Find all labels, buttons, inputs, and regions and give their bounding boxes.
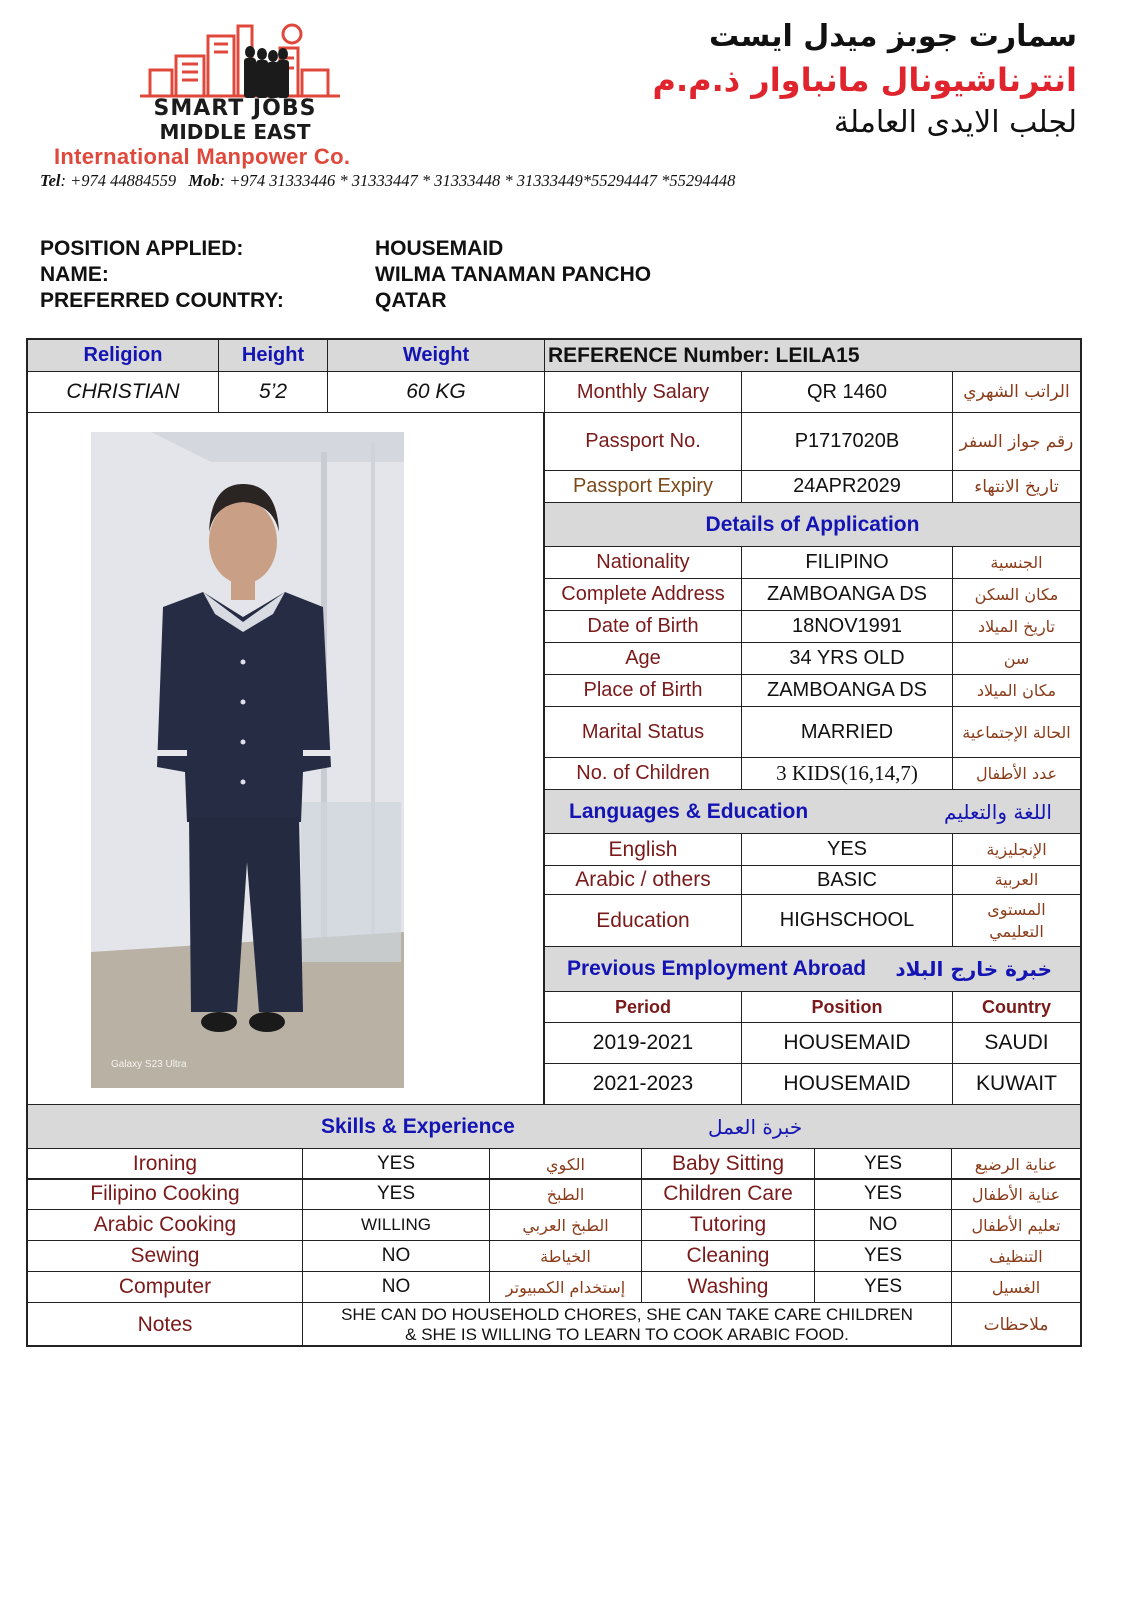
tel-label: Tel [40,171,61,190]
detail-label: Marital Status [544,706,742,758]
languages-title: Languages & Education [569,799,809,823]
skill-value: YES [814,1178,952,1210]
detail-value: ZAMBOANGA DS [741,578,953,611]
skill-label-ar: عناية الأطفال [951,1178,1081,1210]
camera-watermark: Galaxy S23 Ultra [111,1059,187,1070]
skill-label-ar: الطبخ [489,1178,642,1210]
employment-title: Previous Employment Abroad [567,957,867,980]
contact-line [40,171,735,191]
person-photo-icon [91,432,404,1088]
employment-col-country: Country [952,991,1081,1023]
salary-label: Monthly Salary [544,371,742,413]
reference-number: REFERENCE Number: LEILA15 [544,339,1081,372]
employment-col-position: Position [741,991,953,1023]
detail-value: 18NOV1991 [741,610,953,643]
passport-expiry-label: Passport Expiry [544,470,742,503]
detail-value: FILIPINO [741,546,953,579]
summary-row-country [40,288,651,314]
skill-label: Cleaning [641,1240,815,1272]
passport-expiry-value: 24APR2029 [741,470,953,503]
employment-country: SAUDI [952,1022,1081,1064]
detail-value: ZAMBOANGA DS [741,674,953,707]
skill-label-ar: عناية الرضيع [951,1148,1081,1180]
arabic-line-1: سمارت جوبز ميدل ايست [709,19,1077,54]
skill-label-ar: التنظيف [951,1240,1081,1272]
skill-value: YES [302,1148,490,1180]
skill-label-ar: الكوي [489,1148,642,1180]
arabic-company-name [653,16,1078,144]
detail-label-ar: مكان السكن [952,578,1081,611]
summary-label: PREFERRED COUNTRY: [40,289,284,312]
language-label-ar: المستوى التعليمي [952,894,1081,947]
summary-row-position [40,236,651,262]
logo-line-3: International Manpower Co. [54,144,351,169]
summary-value: QATAR [375,289,447,312]
mob-numbers: : +974 31333446 * 31333447 * 31333448 * 31333449*55294447 *55294448 [219,171,736,190]
language-label: Education [544,894,742,947]
skill-label: Sewing [27,1240,303,1272]
summary-label: POSITION APPLIED: [40,237,244,260]
salary-label-ar: الراتب الشهري [952,371,1081,413]
detail-label-ar: الجنسية [952,546,1081,579]
skill-label-ar: الطبخ العربي [489,1209,642,1241]
skill-label: Ironing [27,1148,303,1180]
skills-title-ar: خبرة العمل [708,1114,803,1139]
notes-text [302,1302,952,1347]
skill-value: NO [814,1209,952,1241]
skill-label: Tutoring [641,1209,815,1241]
detail-label: Date of Birth [544,610,742,643]
summary-value: HOUSEMAID [375,237,504,260]
summary-row-name [40,262,651,288]
skill-value: WILLING [302,1209,490,1241]
passport-no-label: Passport No. [544,412,742,471]
languages-section-title [544,789,1081,834]
skill-label: Arabic Cooking [27,1209,303,1241]
skill-value: YES [814,1148,952,1180]
logo-line-2: MIDDLE EAST [159,120,311,144]
notes-label: Notes [27,1302,303,1347]
applicant-photo [91,432,404,1088]
applicant-summary [40,236,651,314]
skill-label: Computer [27,1271,303,1303]
language-label: English [544,833,742,866]
detail-label: Complete Address [544,578,742,611]
skill-value: NO [302,1240,490,1272]
city-skyline-icon [110,18,360,100]
logo-line-1: SMART JOBS [153,96,317,121]
detail-label-ar: الحالة الإجتماعية [952,706,1081,758]
skill-label-ar: الغسيل [951,1271,1081,1303]
detail-label: Nationality [544,546,742,579]
company-logo [40,14,430,169]
language-value: HIGHSCHOOL [741,894,953,947]
detail-label-ar: سن [952,642,1081,675]
passport-no-label-ar: رقم جواز السفر [952,412,1081,471]
language-label-ar: الإنجليزية [952,833,1081,866]
employment-col-period: Period [544,991,742,1023]
tel-number: : +974 44884559 [60,171,189,190]
details-section-title: Details of Application [544,502,1081,547]
summary-value: WILMA TANAMAN PANCHO [375,263,652,286]
skill-value: YES [302,1178,490,1210]
languages-title-ar: اللغة والتعليم [944,799,1052,824]
notes-line-2: & SHE IS WILLING TO LEARN TO COOK ARABIC FOOD. [405,1324,849,1344]
skill-label: Filipino Cooking [27,1178,303,1210]
detail-label: Age [544,642,742,675]
passport-no-value: P1717020B [741,412,953,471]
detail-value: 34 YRS OLD [741,642,953,675]
employment-period: 2021-2023 [544,1063,742,1105]
language-label-ar: العربية [952,865,1081,895]
detail-label-ar: تاريخ الميلاد [952,610,1081,643]
detail-label-ar: مكان الميلاد [952,674,1081,707]
weight-value: 60 KG [327,371,545,413]
skill-value: YES [814,1271,952,1303]
employment-country: KUWAIT [952,1063,1081,1105]
employment-position: HOUSEMAID [741,1022,953,1064]
arabic-line-2: انترناشيونال مانباوار ذ.م.م [652,61,1077,99]
skills-title: Skills & Experience [321,1114,515,1138]
detail-label: Place of Birth [544,674,742,707]
religion-value: CHRISTIAN [27,371,219,413]
language-value: BASIC [741,865,953,895]
employment-section-title [544,946,1081,992]
weight-header: Weight [327,339,545,372]
skill-value: YES [814,1240,952,1272]
detail-label: No. of Children [544,757,742,790]
notes-line-1: SHE CAN DO HOUSEHOLD CHORES, SHE CAN TAKE CARE CHILDREN [341,1304,913,1324]
height-header: Height [218,339,328,372]
skill-label: Children Care [641,1178,815,1210]
skill-label: Washing [641,1271,815,1303]
arabic-line-3: لجلب الايدى العاملة [833,105,1077,140]
religion-header: Religion [27,339,219,372]
language-label: Arabic / others [544,865,742,895]
detail-value: 3 KIDS(16,14,7) [741,757,953,790]
salary-value: QR 1460 [741,371,953,413]
skill-label: Baby Sitting [641,1148,815,1180]
height-value: 5’2 [218,371,328,413]
passport-expiry-label-ar: تاريخ الانتهاء [952,470,1081,503]
notes-label-ar: ملاحظات [951,1302,1081,1347]
skills-section-title [27,1104,1081,1149]
employment-position: HOUSEMAID [741,1063,953,1105]
mob-label: Mob [188,171,220,190]
skill-label-ar: تعليم الأطفال [951,1209,1081,1241]
detail-label-ar: عدد الأطفال [952,757,1081,790]
skill-value: NO [302,1271,490,1303]
skill-label-ar: إستخدام الكمبيوتر [489,1271,642,1303]
employment-period: 2019-2021 [544,1022,742,1064]
detail-value: MARRIED [741,706,953,758]
summary-label: NAME: [40,263,109,286]
language-value: YES [741,833,953,866]
skill-label-ar: الخياطة [489,1240,642,1272]
employment-title-ar: خبرة خارج البلاد [895,957,1052,981]
